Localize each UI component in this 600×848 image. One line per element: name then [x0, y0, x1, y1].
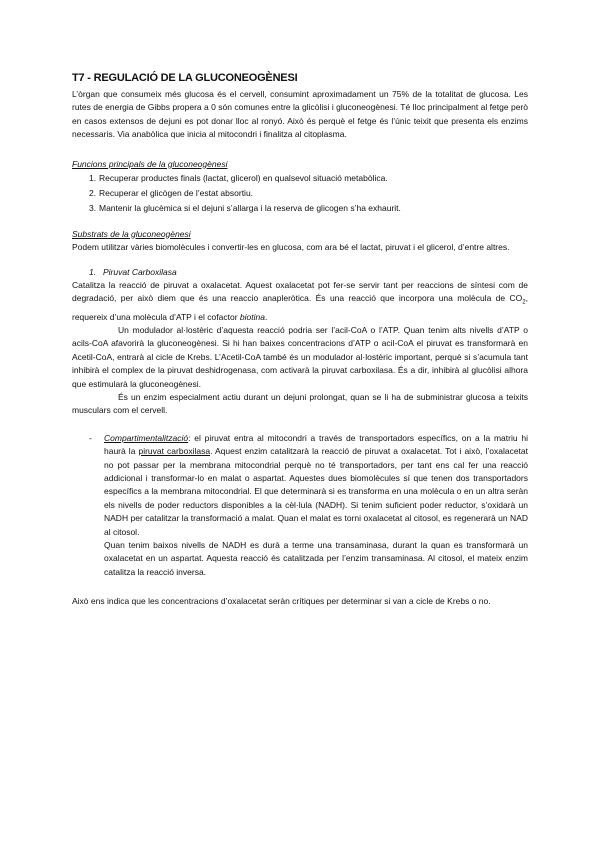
list-text: Mantenir la glucèmica si el dejuni s’allarga i la reserva de glicogen s’ha exhaurit.: [99, 202, 401, 213]
piruvat-paragraph-1: [72, 279, 528, 324]
p1-text-end: .: [264, 311, 268, 322]
subheading-text: Piruvat Carboxilasa: [103, 267, 177, 278]
conclusion-paragraph: Això ens indica que les concentracions d’oxalacetat seràn crítiques per determinar si van a cicle de Krebs o no.: [72, 596, 491, 607]
co2-subscript: 2: [522, 300, 526, 307]
page-title: T7 - REGULACIÓ DE LA GLUCONEOGÈNESI: [72, 72, 298, 84]
substrats-paragraph: Podem utilitzar vàries biomolècules i convertir-les en glucosa, com ara bé el lactat, piruvat i el glicerol, d’entre altres.: [72, 241, 510, 252]
compartimentalitzacio-item: [72, 432, 528, 579]
list-number: 1.: [89, 172, 97, 183]
compart-label: Compartimentalització: [104, 432, 189, 443]
document-page: [72, 72, 528, 609]
list-item: [72, 171, 528, 186]
compart-text-b: . Aquest enzim catalitzarà la reacció de piruvat a oxalacetat. Tot i això, l’oxalacetat no pot passar per la membrana mitocondrial perquè no té transportadors, per tant ens cal fer una reacció addicional i transformar-lo en malat o aspartat. Aquestes dues biomolècules sí que tenen dos transportadors específics a la membrana mitocondrial. El que determinarà si es transforma en una molècula o en un altra seràn els nivells de poder reductors disponibles a la cèl·lula (NADH). Si tenim suficient poder reductor, s’oxidarà un NADH per catalitzar la transformació a malat. Quan el malat es torni oxalacetat al citosol, es regenerarà un NAD al citosol.: [104, 446, 528, 537]
funcions-list: [72, 171, 528, 216]
list-item: [72, 186, 528, 201]
funcions-heading: Funcions principals de la gluconeogènesi: [72, 158, 228, 169]
list-number: 2.: [89, 187, 97, 198]
piruvat-paragraph-3: És un enzim especialment actiu durant un dejuni prolongat, quan se li ha de subministrar glucosa a teixits musculars com el cervell.: [72, 391, 528, 416]
piruvat-subheading: [72, 266, 528, 279]
intro-paragraph: L’òrgan que consumeix més glucosa és el cervell, consumint aproximadament un 75% de la totalitat de glucosa. Les rutes de energia de Gibbs propera a 0 són comunes entre la glicòlisi i gluconeogènesi. Té lloc principalment al fetge però en casos extensos de dejuni es pot donar lloc al ronyó. Això és perquè el fetge és l’únic teixit que presenta els enzims necessaris. Via anabòlica que inicia al mitocondri i finalitza al citoplasma.: [72, 89, 528, 140]
subheading-number: 1.: [89, 267, 97, 278]
p1-text-b: , requereix d’una molècula d’ATP i el cofactor: [72, 293, 528, 322]
list-text: Recuperar productes finals (lactat, glicerol) en qualsevol situació metabòlica.: [99, 172, 388, 183]
dash-bullet: -: [89, 432, 92, 443]
biotina-term: biotina: [239, 311, 265, 322]
list-number: 3.: [89, 202, 97, 213]
compart-text-a: : el piruvat entra al mitocondri a través de transportadors específics, on a la matriu hi haurà la: [104, 432, 528, 457]
substrats-heading: Substrats de la gluconeogènesi: [72, 228, 191, 239]
p1-text-a: Catalitza la reacció de piruvat a oxalacetat. Aquest oxalacetat pot fer-se servir tant per reaccions de síntesi com de degradació, per això diem que és una reaccio anapleròtica. És una reacció que incorpora una molècula de CO: [72, 280, 528, 304]
compartimentalitzacio-paragraph-2: Quan tenim baixos nivells de NADH es durà a terme una transaminasa, durant la quan es transformarà un oxalacetat en un aspartat. Aquesta reacció és catalitzada per l’enzim transaminasa. Al citosol, el mateix enzim catalitza la reacció inversa.: [104, 540, 528, 577]
compartimentalitzacio-paragraph: [104, 432, 528, 539]
piruvat-paragraph-2: Un modulador al·lostèric d’aquesta reacció podria ser l’acil-CoA o l’ATP. Quan tenim alts nivells d’ATP o acils-CoA afavorirà la gluconeogènesi. Si hi han baixes concentracions d’ATP o acil-CoA el piruvat es transformarà en Acetil-CoA, entrarà al cicle de Krebs. L’Acetil-CoA també és un modulador al·lostèric important, perquè si s’acumula tant inhibirà el complex de la piruvat deshidrogenasa, com activarà la piruvat carboxilasa. És a dir, inhibirà al glucòlisi alhora que estimularà la gluconeogènesi.: [72, 324, 528, 389]
list-item: [72, 201, 528, 216]
list-text: Recuperar el glicògen de l’estat absortiu.: [99, 187, 254, 198]
piruvat-carboxilasa-term: piruvat carboxilasa: [138, 446, 211, 457]
